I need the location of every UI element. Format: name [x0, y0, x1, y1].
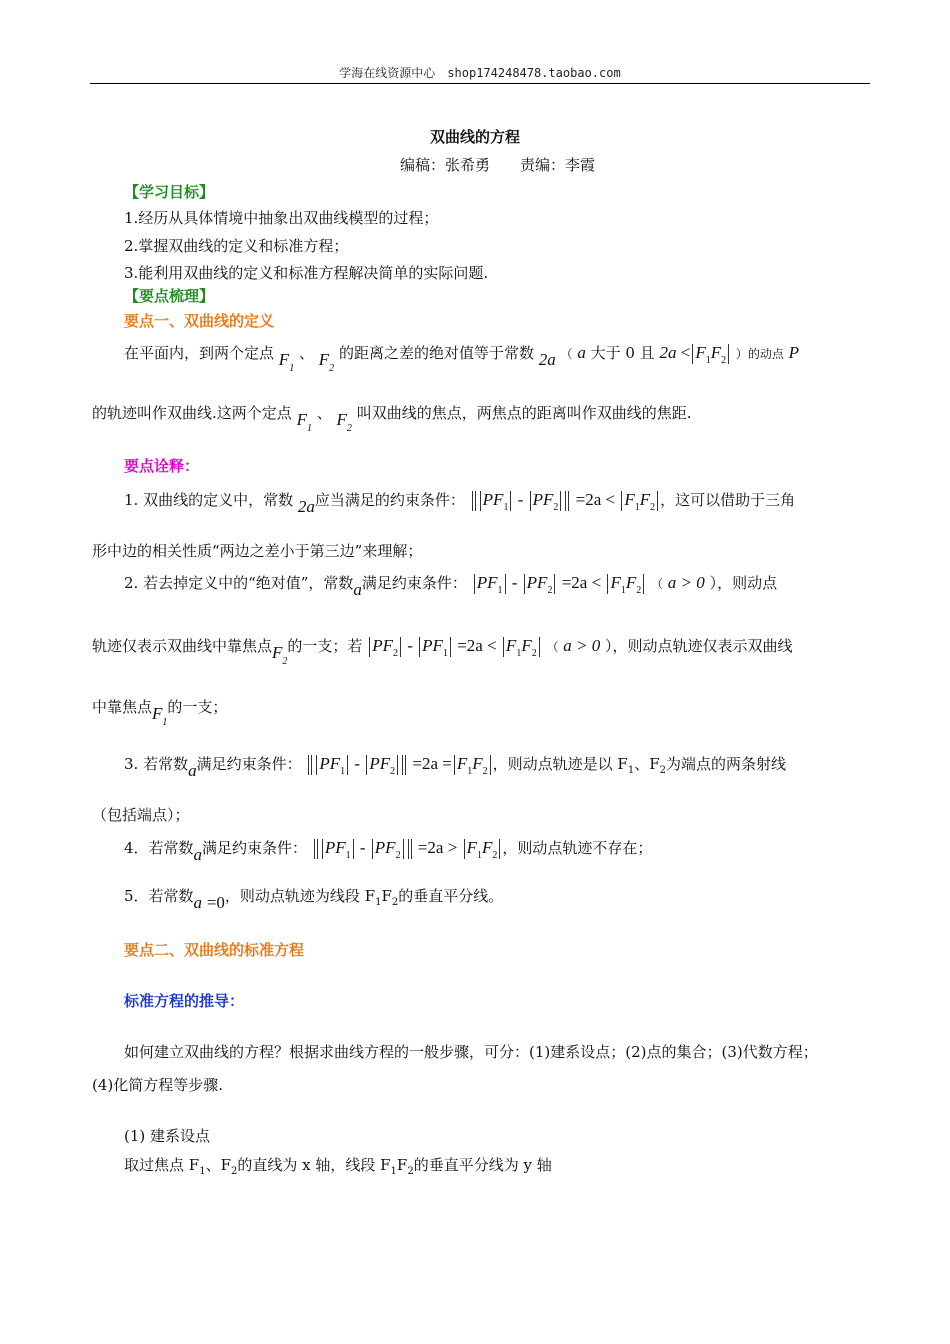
notes-heading: 要点诠释： [124, 457, 200, 475]
math-agt0: a > 0 [667, 573, 705, 592]
note-3-line-1: 3. 若常数a满足约束条件： $PF_1 - PF_2 =2a = F_1F_2$ ，则动点轨迹是以 $F_1$、$F_2$为端点的两条射线 [124, 754, 787, 780]
math-F1-b: $F_1$ [296, 410, 312, 434]
page-header [90, 64, 870, 81]
def-text-6: ）的动点 [735, 347, 784, 361]
note-2-line-1: 2. 若去掉定义中的“绝对值”，常数a满足约束条件： $PF_1 - PF_2 =2a < F_1F_2$ （ a > 0 ），则动点 [124, 573, 778, 599]
goal-item-1: 1.经历从具体情境中抽象出双曲线模型的过程； [124, 209, 439, 227]
math-F2-n2: $F_2$ [272, 643, 288, 667]
derive-heading: 标准方程的推导： [124, 992, 245, 1010]
math-2a: 2a [538, 350, 556, 369]
def-text-4: （ [560, 347, 573, 361]
header-site: 学海在线资源中心 [339, 66, 436, 80]
note-1-line-2: 形中边的相关性质“两边之差小于第三边”来理解； [92, 542, 423, 560]
goal-item-3: 3.能利用双曲线的定义和标准方程解决简单的实际问题. [124, 264, 489, 282]
math-a-n4: a [193, 845, 203, 864]
def-text-1: 在平面内，到两个定点 [124, 344, 275, 362]
def-line2-c: 叫双曲线的焦点，两焦点的距离叫作双曲线的焦距. [356, 404, 692, 422]
doc-authors: 编稿：张希勇 责编：李霞 [399, 156, 595, 174]
step1-text: 取过焦点 $F_1$、$F_2$的直线为 x 轴，线段 $F_1F_2$的垂直平分线为 y 轴 [124, 1156, 552, 1177]
math-constraint-2: $PF_1 - PF_2 =2a < F_1F_2$ [472, 573, 647, 592]
note-2-line-2: 轨迹仅表示双曲线中靠焦点$F_2$的一支；若 $PF_2 - PF_1 =2a < F_1F_2$ （ a > 0 ），则动点轨迹仅表示双曲线 [92, 636, 793, 667]
math-F1: $F_1$ [278, 350, 295, 374]
math-a: a [577, 343, 586, 362]
math-constraint-4: $PF_1 - PF_2 =2a = F_1F_2$ [306, 754, 492, 773]
goal-item-2: 2.掌握双曲线的定义和标准方程； [124, 237, 349, 255]
math-constraint-3: $PF_2 - PF_1 =2a < F_1F_2$ [367, 636, 542, 655]
points-heading: 【要点梳理】 [124, 287, 215, 305]
math-eq0: =0 [206, 893, 225, 912]
math-F1-n2: $F_1$ [152, 704, 168, 728]
definition-line-1 [124, 343, 800, 374]
point1-heading: 要点一、双曲线的定义 [124, 312, 275, 330]
doc-title: 双曲线的方程 [429, 128, 520, 146]
math-F2: $F_2$ [318, 350, 335, 374]
note-2-line-3: 中靠焦点$F_1$的一支； [92, 698, 228, 728]
header-rule [90, 83, 870, 84]
derive-line-1: 如何建立双曲线的方程？根据求曲线方程的一般步骤，可分：(1)建系设点；(2)点的集合；(3)代数方程； [124, 1043, 818, 1061]
math-P: P [788, 343, 800, 362]
note-4: 4．若常数a满足约束条件： $PF_1 - PF_2 =2a > F_1F_2$ ，则动点轨迹不存在； [124, 838, 653, 864]
math-constraint-5: $PF_1 - PF_2 =2a > F_1F_2$ [312, 838, 503, 857]
math-2a-n1: 2a [297, 497, 315, 516]
def-text-5: 大于 0 且 [590, 344, 655, 362]
def-text-3: 的距离之差的绝对值等于常数 [338, 344, 534, 362]
math-a-n5: a [193, 893, 203, 912]
def-line2-b: 、 [316, 404, 332, 422]
math-a-n2: a [353, 580, 362, 599]
goals-heading: 【学习目标】 [124, 183, 215, 201]
note-3-line-2: （包括端点）； [92, 806, 190, 824]
derive-line-2: (4)化简方程等步骤. [92, 1076, 224, 1094]
def-line2-a: 的轨迹叫作双曲线.这两个定点 [92, 404, 292, 422]
definition-line-2 [92, 403, 692, 434]
point2-heading: 要点二、双曲线的标准方程 [124, 941, 305, 959]
math-inequality: $2a < F_1F_2$ [659, 343, 731, 362]
note-1-line-1: 1. 双曲线的定义中，常数 2a应当满足的约束条件： $PF_1 - PF_2 =2a < F_1F_2$ ，这可以借助于三角 [124, 490, 796, 516]
math-F2-b: $F_2$ [336, 410, 352, 434]
step1-heading: (1) 建系设点 [124, 1127, 211, 1145]
header-url: shop174248478.taobao.com [447, 66, 621, 80]
math-a-n3: a [188, 761, 197, 780]
math-constraint-1: $PF_1 - PF_2 =2a < F_1F_2$ [470, 490, 661, 509]
def-text-2: 、 [298, 344, 314, 362]
math-agt0-b: a > 0 [563, 636, 601, 655]
note-5: 5．若常数a =0，则动点轨迹为线段 $F_1F_2$的垂直平分线。 [124, 887, 504, 912]
